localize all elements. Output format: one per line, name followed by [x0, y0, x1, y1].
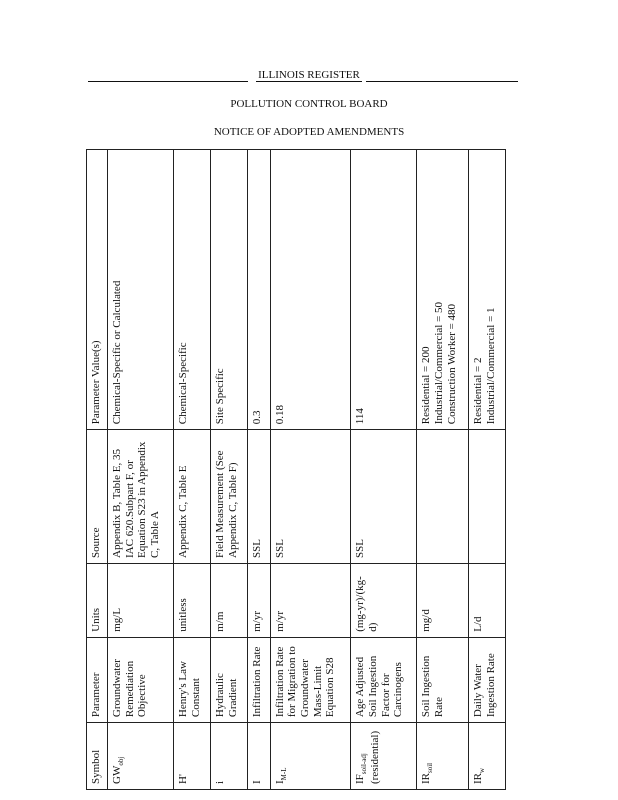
value-cell: Chemical-Specific or Calculated [108, 150, 174, 430]
table-header-row [87, 150, 108, 790]
column-header-source: Source [87, 430, 108, 564]
table-row [270, 150, 351, 790]
table-row [174, 150, 211, 790]
source-cell: SSL [351, 430, 417, 564]
units-cell: unitless [174, 564, 211, 638]
value-cell: Site Specific [211, 150, 248, 430]
symbol-cell: $I_{M-L}$ [270, 723, 351, 790]
source-cell: Field Measurement (See Appendix C, Table F) [211, 430, 248, 564]
parameter-cell: Infiltration Rate for Migration to Groundwater Mass-Limit Equation S28 [270, 637, 351, 722]
table-row [468, 150, 505, 790]
source-cell [417, 430, 469, 564]
header-rule-right [366, 81, 518, 82]
column-header-value: Parameter Value(s) [87, 150, 108, 430]
value-cell: 0.18 [270, 150, 351, 430]
table-row [108, 150, 174, 790]
symbol-cell: H' [174, 723, 211, 790]
units-cell: m/m [211, 564, 248, 638]
units-cell: mg/d [417, 564, 469, 638]
source-cell: SSL [270, 430, 351, 564]
parameter-table [86, 149, 506, 790]
source-cell [468, 430, 505, 564]
units-cell: (mg-yr)/(kg-d) [351, 564, 417, 638]
parameter-cell: Infiltration Rate [248, 637, 271, 722]
units-cell: m/yr [270, 564, 351, 638]
table-row [417, 150, 469, 790]
table-row [248, 150, 271, 790]
board-title: POLLUTION CONTROL BOARD [230, 98, 388, 110]
value-cell: Residential = 200 Industrial/Commercial = 50 Construction Worker = 480 [417, 150, 469, 430]
symbol-cell: $IR_w$ [468, 723, 505, 790]
value-cell: Chemical-Specific [174, 150, 211, 430]
value-cell: 0.3 [248, 150, 271, 430]
source-cell: Appendix B, Table E, 35 IAC 620.Subpart F, or Equation S23 in Appendix C, Table A [108, 430, 174, 564]
register-header [0, 69, 618, 81]
source-cell: Appendix C, Table E [174, 430, 211, 564]
column-header-symbol: Symbol [87, 723, 108, 790]
parameter-cell: Age Adjusted Soil Ingestion Factor for Carcinogens [351, 637, 417, 722]
header-rule-left [88, 81, 248, 82]
units-cell: m/yr [248, 564, 271, 638]
symbol-cell: $IF_{soil-adj}$ (residential) [351, 723, 417, 790]
column-header-units: Units [87, 564, 108, 638]
notice-title: NOTICE OF ADOPTED AMENDMENTS [213, 126, 405, 138]
symbol-cell: i [211, 723, 248, 790]
table-row [211, 150, 248, 790]
value-cell: 114 [351, 150, 417, 430]
parameter-cell: Groundwater Remediation Objective [108, 637, 174, 722]
symbol-cell: $GW_{obj}$ [108, 723, 174, 790]
parameter-cell: Soil Ingestion Rate [417, 637, 469, 722]
parameter-cell: Hydraulic Gradient [211, 637, 248, 722]
table-row [351, 150, 417, 790]
value-cell: Residential = 2 Industrial/Commercial = 1 [468, 150, 505, 430]
symbol-cell: I [248, 723, 271, 790]
source-cell: SSL [248, 430, 271, 564]
rotated-table-wrapper [86, 149, 506, 790]
symbol-cell: $IR_{soil}$ [417, 723, 469, 790]
register-title: ILLINOIS REGISTER [258, 69, 360, 81]
units-cell: mg/L [108, 564, 174, 638]
parameter-cell: Henry's Law Constant [174, 637, 211, 722]
parameter-cell: Daily Water Ingestion Rate [468, 637, 505, 722]
units-cell: L/d [468, 564, 505, 638]
column-header-parameter: Parameter [87, 637, 108, 722]
